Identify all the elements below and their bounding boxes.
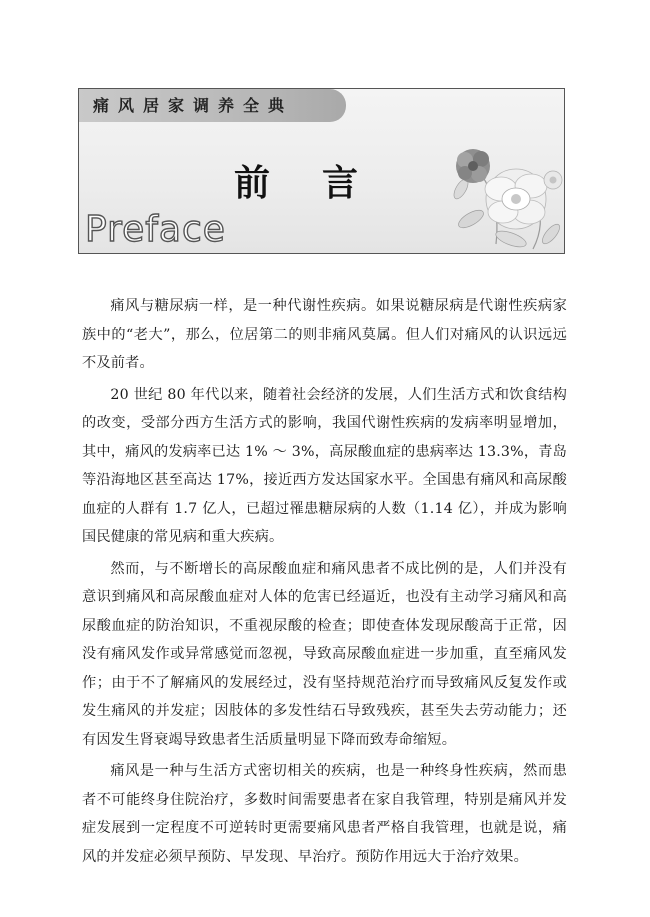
chapter-header <box>78 88 565 254</box>
flower-illustration-icon <box>441 144 565 254</box>
english-subtitle: Preface <box>85 209 226 250</box>
paragraph: 然而，与不断增长的高尿酸血症和痛风患者不成比例的是，人们并没有意识到痛风和高尿酸血症对人体的危害已经逼近，也没有主动学习痛风和高尿酸血症的防治知识，不重视尿酸的检查；即使查体发现尿酸高于正常，因没有痛风发作或异常感觉而忽视，导致高尿酸血症进一步加重，直至痛风发作；由于不了解痛风的发展经过，没有坚持规范治疗而导致痛风反复发作或发生痛风的并发症；因肢体的多发性结石导致残疾，甚至失去劳动能力；还有因发生肾衰竭导致患者生活质量明显下降而致寿命缩短。 <box>82 560 567 748</box>
paragraph: 痛风是一种与生活方式密切相关的疾病，也是一种终身性疾病，然而患者不可能终身住院治疗，多数时间需要患者在家自我管理，特别是痛风并发症发展到一定程度不可逆转时更需要痛风患者严格自我管理，也就是说，痛风的并发症必须早预防、早发现、早治疗。预防作用远大于治疗效果。 <box>82 763 567 865</box>
preface-body <box>82 292 567 874</box>
paragraph: 痛风与糖尿病一样，是一种代谢性疾病。如果说糖尿病是代谢性疾病家族中的“老大”，那么，位居第二的则非痛风莫属。但人们对痛风的认识远远不及前者。 <box>82 298 567 371</box>
paragraph: 20 世纪 80 年代以来，随着社会经济的发展，人们生活方式和饮食结构的改变，受部分西方生活方式的影响，我国代谢性疾病的发病率明显增加，其中，痛风的发病率已达 1% ～ 3%，高尿酸血症的患病率达 13.3%，青岛等沿海地区甚至高达 17%，接近西方发达国家水平。全国患有痛风和高尿酸血症的人群有 1.7 亿人，已超过罹患糖尿病的人数（1.14 亿），并成为影响国民健康的常见病和重大疾病。 <box>82 386 567 545</box>
series-title: 痛风居家调养全典 <box>93 96 294 115</box>
page-title: 前言 <box>234 163 411 204</box>
series-title-band <box>79 89 346 122</box>
